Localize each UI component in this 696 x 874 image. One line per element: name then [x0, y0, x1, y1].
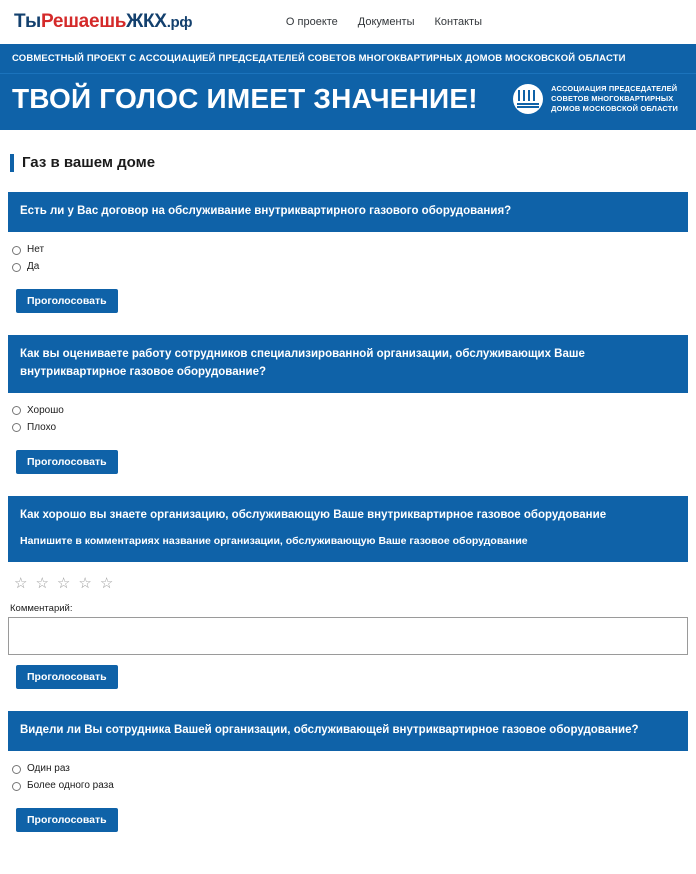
radio-icon[interactable] — [12, 263, 21, 272]
vote-button[interactable]: Проголосовать — [16, 665, 118, 689]
poll-question: Как вы оцениваете работу сотрудников специализированной организации, обслуживающих Ваше внутриквартирное газовое оборудование? — [8, 335, 688, 393]
radio-icon[interactable] — [12, 765, 21, 774]
poll-list — [0, 192, 696, 874]
radio-icon[interactable] — [12, 246, 21, 255]
poll-option[interactable] — [12, 779, 688, 793]
poll-option-label: Один раз — [27, 763, 70, 775]
banner-slogan: ТВОЙ ГОЛОС ИМЕЕТ ЗНАЧЕНИЕ! — [12, 83, 478, 115]
association-line-2: СОВЕТОВ МНОГОКВАРТИРНЫХ — [551, 94, 674, 103]
association-logo — [513, 84, 684, 114]
poll-option-label: Нет — [27, 244, 45, 256]
poll-option-label: Хорошо — [27, 404, 64, 416]
site-logo[interactable] — [14, 11, 192, 33]
promo-banner — [0, 44, 696, 130]
nav-item-about[interactable]: О проекте — [285, 16, 338, 28]
page-title-wrap — [0, 130, 696, 192]
poll-option[interactable] — [12, 260, 688, 274]
poll-item — [8, 496, 688, 689]
logo-part-rf: .рф — [166, 14, 193, 31]
association-line-1: АССОЦИАЦИЯ ПРЕДСЕДАТЕЛЕЙ — [551, 84, 678, 94]
poll-option[interactable] — [12, 421, 688, 435]
poll-question — [8, 496, 688, 562]
poll-option[interactable] — [12, 404, 688, 418]
star-rating[interactable] — [8, 562, 688, 597]
main-nav — [286, 16, 682, 28]
poll-options — [8, 751, 688, 798]
site-header — [0, 0, 696, 44]
poll-subtitle: Напишите в комментариях название организации, обслуживающую Ваше газовое оборудование — [20, 535, 528, 548]
radio-icon[interactable] — [12, 423, 21, 432]
logo-part-jkh: ЖКХ — [126, 11, 167, 32]
association-emblem-icon — [513, 84, 543, 114]
poll-option-label: Плохо — [27, 421, 57, 433]
vote-button[interactable]: Проголосовать — [16, 289, 118, 313]
banner-partner-line: СОВМЕСТНЫЙ ПРОЕКТ С АССОЦИАЦИЕЙ ПРЕДСЕДАТЕЛЕЙ СОВЕТОВ МНОГОКВАРТИРНЫХ ДОМОВ МОСКОВСКОЙ ОБЛАСТИ — [0, 44, 696, 74]
star-icon[interactable]: ☆ — [14, 574, 28, 592]
association-line-3: ДОМОВ МОСКОВСКОЙ ОБЛАСТИ — [551, 103, 678, 113]
poll-question-text: Как хорошо вы знаете организацию, обслуживающую Ваше внутриквартирное газовое оборудование — [20, 508, 607, 521]
vote-button[interactable]: Проголосовать — [16, 808, 118, 832]
poll-item — [8, 192, 688, 313]
poll-option-label: Да — [27, 261, 40, 273]
poll-option[interactable] — [12, 762, 688, 776]
nav-item-contacts[interactable]: Контакты — [434, 16, 482, 28]
logo-part-reshaesh: Решаешь — [40, 11, 127, 32]
poll-question: Видели ли Вы сотрудника Вашей организации, обслуживающей внутриквартирное газовое оборудование? — [8, 711, 688, 751]
banner-main — [0, 74, 696, 130]
poll-options — [8, 393, 688, 440]
page-title: Газ в вашем доме — [10, 154, 686, 172]
star-icon[interactable]: ☆ — [99, 574, 114, 592]
radio-icon[interactable] — [12, 406, 21, 415]
poll-item — [8, 711, 688, 832]
star-icon[interactable]: ☆ — [56, 574, 71, 592]
nav-item-documents[interactable]: Документы — [357, 16, 415, 28]
star-icon[interactable]: ☆ — [78, 574, 92, 592]
poll-option-label: Более одного раза — [27, 780, 114, 792]
star-icon[interactable]: ☆ — [35, 574, 49, 592]
association-text — [551, 84, 678, 114]
comment-label: Комментарий: — [10, 602, 73, 614]
poll-item — [8, 335, 688, 474]
radio-icon[interactable] — [12, 782, 21, 791]
poll-question: Есть ли у Вас договор на обслуживание внутриквартирного газового оборудования? — [8, 192, 688, 232]
poll-options — [8, 232, 688, 279]
logo-part-ty: Ты — [14, 11, 41, 32]
vote-button[interactable]: Проголосовать — [16, 450, 118, 474]
comment-input[interactable] — [8, 617, 688, 655]
poll-option[interactable] — [12, 243, 688, 257]
